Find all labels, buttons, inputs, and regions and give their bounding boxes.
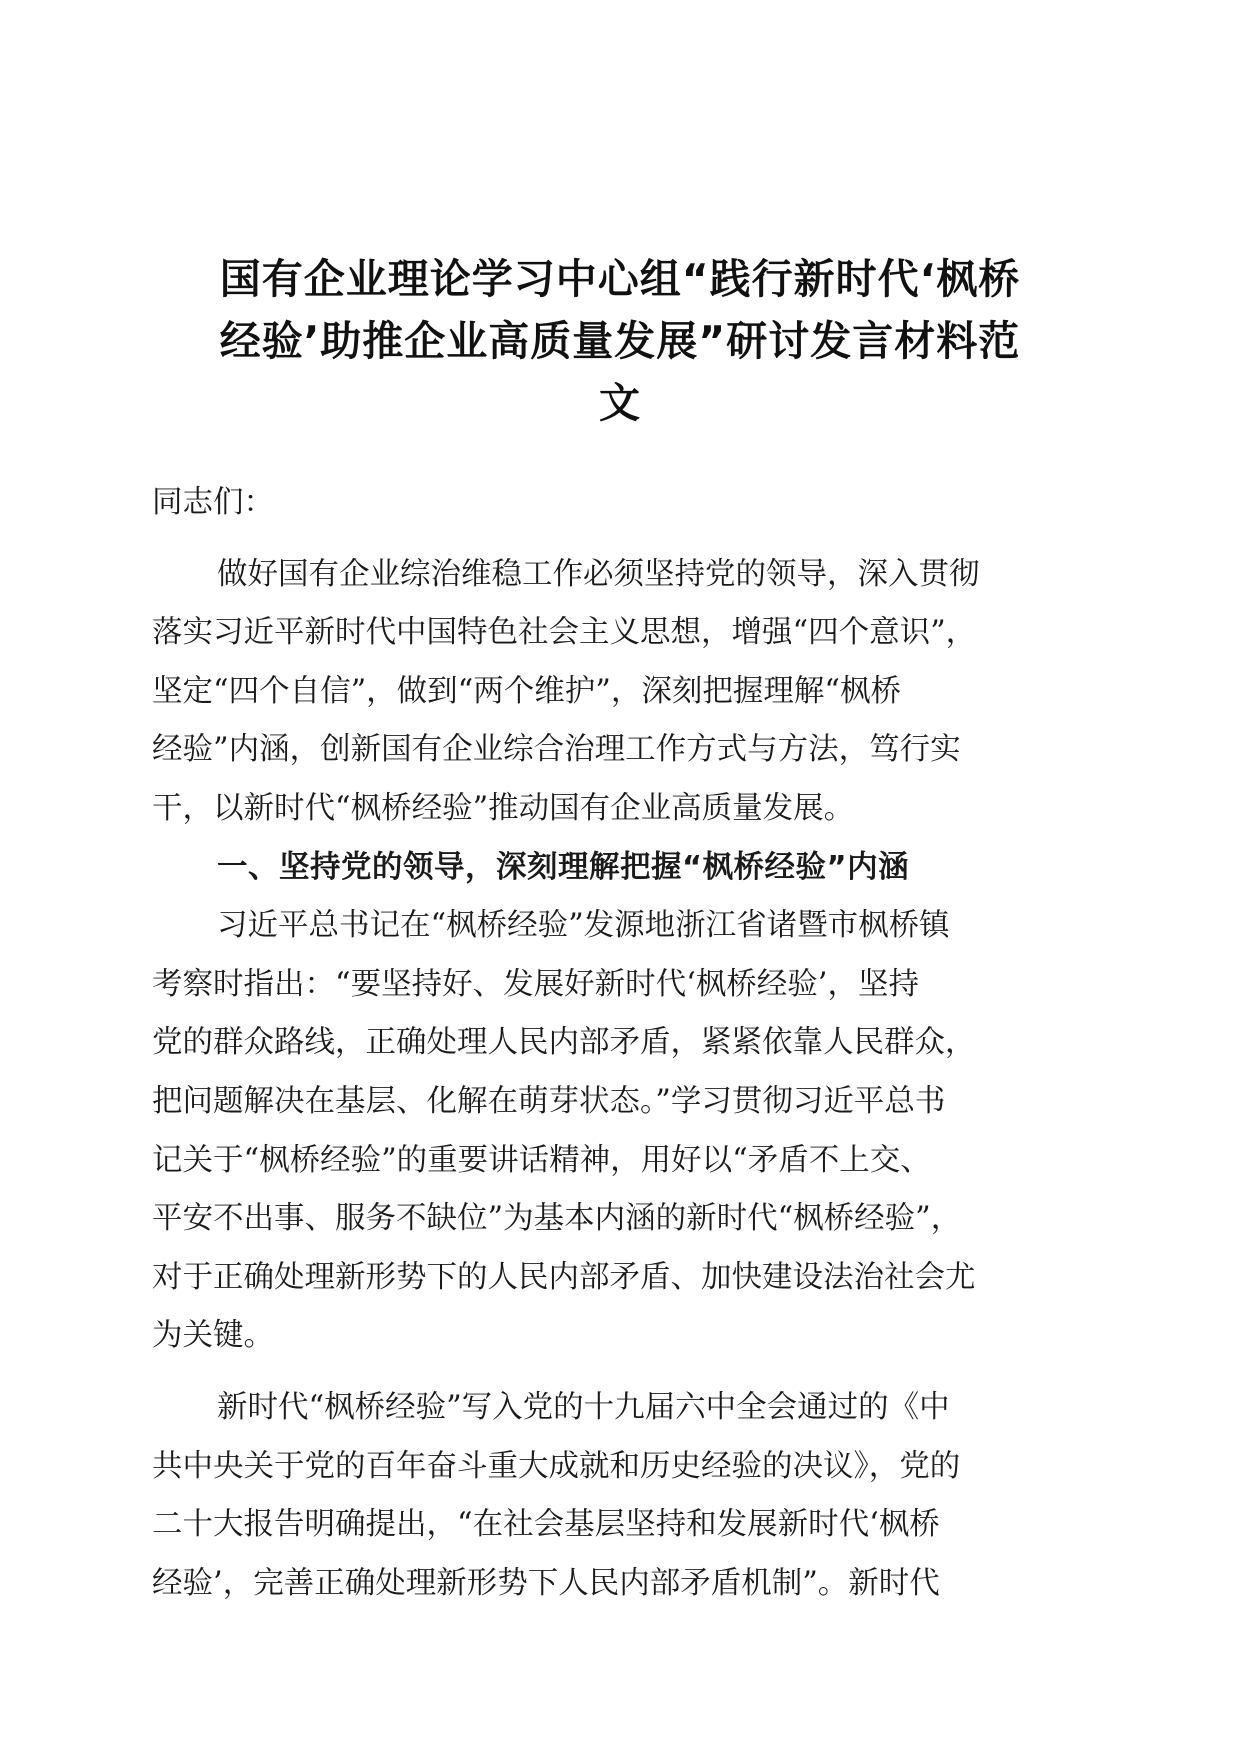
text-line: 为关键。: [152, 1318, 274, 1354]
paragraph-intro: [152, 546, 1092, 839]
text-line: 落实习近平新时代中国特色社会主义思想，增强“四个意识”，: [152, 615, 977, 651]
text-line: 平安不出事、服务不缺位”为基本内涵的新时代“枫桥经验”，: [152, 1201, 962, 1237]
paragraph-gap: [152, 1366, 1092, 1379]
title-line: 经验’助推企业高质量发展”研讨发言材料范: [219, 317, 1021, 365]
salutation: 同志们：: [152, 485, 274, 520]
text-line: 共中央关于党的百年奋斗重大成就和历史经验的决议》，党的: [152, 1448, 961, 1484]
text-line: 干，以新时代“枫桥经验”推动国有企业高质量发展。: [152, 790, 855, 826]
document-body: [152, 474, 1092, 1613]
text-line: 习近平总书记在“枫桥经验”发源地浙江省诸暨市枫桥镇: [217, 908, 950, 944]
text-line: 把问题解决在基层、化解在萌芽状态。”学习贯彻习近平总书: [152, 1083, 946, 1119]
text-line: 经验”内涵，创新国有企业综合治理工作方式与方法，笃行实: [152, 732, 961, 768]
text-line: 做好国有企业综治维稳工作必须坚持党的领导，深入贯彻: [217, 556, 980, 592]
text-line: 党的群众路线，正确处理人民内部矛盾，紧紧依靠人民群众，: [152, 1025, 976, 1061]
title-line: 国有企业理论学习中心组“践行新时代‘枫桥: [219, 255, 1021, 303]
paragraph-fengqiao-instruction: [152, 897, 1092, 1366]
text-line: 经验’，完善正确处理新形势下人民内部矛盾机制”。新时代: [152, 1565, 940, 1601]
text-line: 坚定“四个自信”，做到“两个维护”，深刻把握理解“枫桥: [152, 673, 901, 709]
section-heading: 一、坚持党的领导，深刻理解把握“枫桥经验”内涵: [217, 849, 910, 885]
text-line: 新时代“枫桥经验”写入党的十九届六中全会通过的《中: [217, 1389, 950, 1425]
paragraph-gap: [152, 533, 1092, 546]
text-line: 记关于“枫桥经验”的重要讲话精神，用好以“矛盾不上交、: [152, 1142, 931, 1178]
text-line: 二十大报告明确提出，“在社会基层坚持和发展新时代‘枫桥: [152, 1507, 940, 1543]
document-title: [150, 248, 1090, 434]
title-line: 文: [599, 379, 641, 427]
text-line: 考察时指出：“要坚持好、发展好新时代‘枫桥经验’，坚持: [152, 966, 919, 1002]
text-line: 对于正确处理新形势下的人民内部矛盾、加快建设法治社会尤: [152, 1259, 976, 1295]
paragraph-new-era: [152, 1379, 1092, 1613]
